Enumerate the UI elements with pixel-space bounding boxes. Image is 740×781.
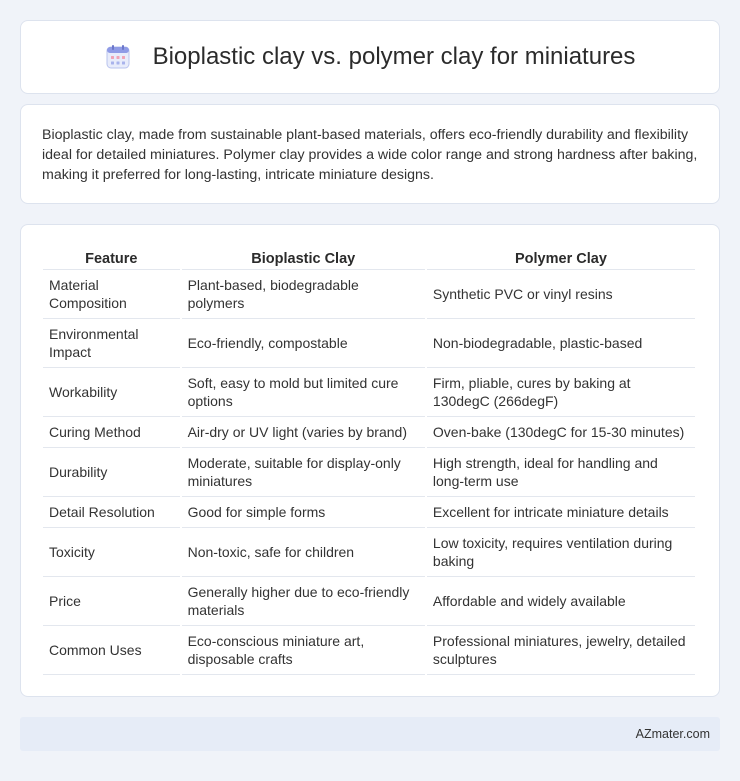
bioplastic-cell: Eco-friendly, compostable bbox=[182, 319, 425, 368]
feature-cell: Durability bbox=[43, 448, 180, 497]
table-row bbox=[43, 448, 695, 497]
comparison-table bbox=[41, 245, 697, 675]
feature-cell: Workability bbox=[43, 368, 180, 417]
table-row bbox=[43, 368, 695, 417]
bioplastic-cell: Good for simple forms bbox=[182, 497, 425, 528]
feature-cell: Common Uses bbox=[43, 626, 180, 675]
table-row bbox=[43, 626, 695, 675]
header-polymer: Polymer Clay bbox=[427, 245, 695, 270]
bioplastic-cell: Moderate, suitable for display-only miniatures bbox=[182, 448, 425, 497]
bioplastic-cell: Soft, easy to mold but limited cure options bbox=[182, 368, 425, 417]
intro-card bbox=[20, 104, 720, 204]
table-row bbox=[43, 497, 695, 528]
table-row bbox=[43, 319, 695, 368]
feature-cell: Environmental Impact bbox=[43, 319, 180, 368]
feature-cell: Material Composition bbox=[43, 270, 180, 319]
polymer-cell: Excellent for intricate miniature details bbox=[427, 497, 695, 528]
polymer-cell: Oven-bake (130degC for 15-30 minutes) bbox=[427, 417, 695, 448]
header-bioplastic: Bioplastic Clay bbox=[182, 245, 425, 270]
comparison-card bbox=[20, 224, 720, 697]
table-row bbox=[43, 417, 695, 448]
polymer-cell: Non-biodegradable, plastic-based bbox=[427, 319, 695, 368]
feature-cell: Detail Resolution bbox=[43, 497, 180, 528]
table-header-row bbox=[43, 245, 695, 270]
polymer-cell: Low toxicity, requires ventilation during baking bbox=[427, 528, 695, 577]
polymer-cell: Synthetic PVC or vinyl resins bbox=[427, 270, 695, 319]
bioplastic-cell: Generally higher due to eco-friendly materials bbox=[182, 577, 425, 626]
bioplastic-cell: Air-dry or UV light (varies by brand) bbox=[182, 417, 425, 448]
calendar-icon bbox=[105, 44, 131, 70]
feature-cell: Toxicity bbox=[43, 528, 180, 577]
polymer-cell: High strength, ideal for handling and long-term use bbox=[427, 448, 695, 497]
header-feature: Feature bbox=[43, 245, 180, 270]
table-row bbox=[43, 270, 695, 319]
table-row bbox=[43, 577, 695, 626]
intro-text: Bioplastic clay, made from sustainable plant-based materials, offers eco-friendly durability and flexibility ideal for detailed miniatures. Polymer clay provides a wide color range and strong hardness after baking, making it preferred for long-lasting, intricate miniature designs. bbox=[42, 127, 698, 183]
header-card bbox=[20, 20, 720, 94]
table-row bbox=[43, 528, 695, 577]
footer-bar bbox=[20, 717, 720, 751]
bioplastic-cell: Plant-based, biodegradable polymers bbox=[182, 270, 425, 319]
footer-brand: AZmater.com bbox=[635, 727, 710, 741]
polymer-cell: Affordable and widely available bbox=[427, 577, 695, 626]
feature-cell: Curing Method bbox=[43, 417, 180, 448]
bioplastic-cell: Eco-conscious miniature art, disposable crafts bbox=[182, 626, 425, 675]
bioplastic-cell: Non-toxic, safe for children bbox=[182, 528, 425, 577]
polymer-cell: Firm, pliable, cures by baking at 130degC (266degF) bbox=[427, 368, 695, 417]
polymer-cell: Professional miniatures, jewelry, detailed sculptures bbox=[427, 626, 695, 675]
page-title: Bioplastic clay vs. polymer clay for miniatures bbox=[152, 43, 636, 70]
feature-cell: Price bbox=[43, 577, 180, 626]
